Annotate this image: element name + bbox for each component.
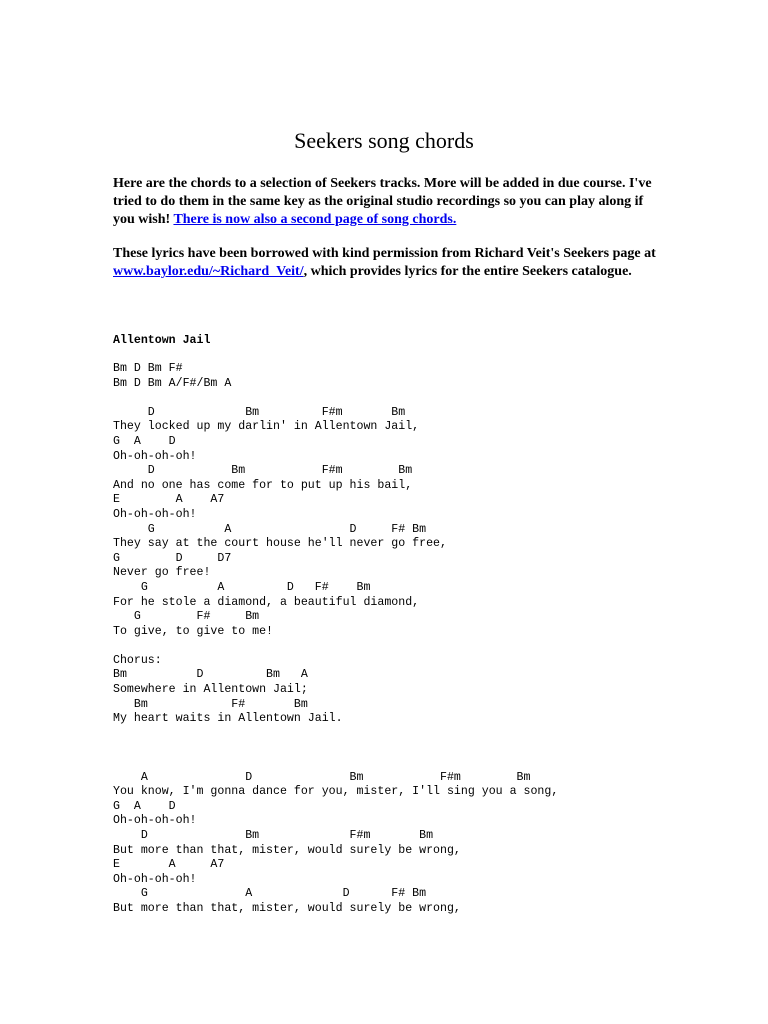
song-line: Oh-oh-oh-oh! <box>113 507 197 521</box>
song-line: A D Bm F#m Bm <box>113 770 531 784</box>
song-line <box>113 639 558 654</box>
song-line <box>113 391 558 406</box>
song-title: Allentown Jail <box>113 334 211 347</box>
song-line: They say at the court house he'll never go free, <box>113 537 447 551</box>
song-line: G A D F# Bm <box>113 522 427 536</box>
song-line <box>113 756 558 771</box>
song-line <box>113 727 558 742</box>
song-line: D Bm F#m Bm <box>113 464 413 478</box>
song-line: Chorus: <box>113 653 162 667</box>
song-line: D Bm F#m Bm <box>113 829 434 842</box>
song-line: E A A7 <box>113 858 225 872</box>
song-line: G A D <box>113 799 176 813</box>
song-line: Bm F# Bm <box>113 697 308 711</box>
song-line: E A A7 <box>113 493 225 507</box>
second-page-link[interactable]: There is now also a second page of song chords. <box>173 212 457 227</box>
song-line: Somewhere in Allentown Jail; <box>113 683 308 697</box>
song-line: Oh-oh-oh-oh! <box>113 814 197 828</box>
intro-text: Here are the chords to a selection of Seekers tracks. More will be added in due course. I've tried to do them in the same key as the original studio recordings so you can play along if you wish! <box>113 176 652 227</box>
song-line: But more than that, mister, would surely be wrong, <box>113 843 461 857</box>
song-line: D Bm F#m Bm <box>113 405 406 419</box>
song-line: Bm D Bm A <box>113 668 308 682</box>
intro-paragraph <box>113 175 658 229</box>
song-line <box>113 741 558 756</box>
song-line: To give, to give to me! <box>113 624 274 638</box>
baylor-link[interactable]: www.baylor.edu/~Richard_Veit/ <box>113 264 304 279</box>
song-line: Oh-oh-oh-oh! <box>113 872 197 886</box>
credit-text-end: , which provides lyrics for the entire Seekers catalogue. <box>303 264 632 279</box>
song-line: My heart waits in Allentown Jail. <box>113 712 343 726</box>
song-line: They locked up my darlin' in Allentown Jail, <box>113 420 420 434</box>
song-line: For he stole a diamond, a beautiful diamond, <box>113 595 420 609</box>
song-line: G A D F# Bm <box>113 580 371 594</box>
credit-text: These lyrics have been borrowed with kind permission from Richard Veit's Seekers page at <box>113 246 656 261</box>
song-line: G F# Bm <box>113 610 260 624</box>
song-line: But more than that, mister, would surely be wrong, <box>113 901 461 915</box>
song-line: G A D F# Bm <box>113 887 427 901</box>
song-line: And no one has come for to put up his bail, <box>113 478 413 492</box>
credit-paragraph <box>113 245 658 281</box>
song-line: G A D <box>113 434 176 448</box>
song-line: Bm D Bm A/F#/Bm A <box>113 376 232 390</box>
song-line: G D D7 <box>113 551 232 565</box>
song-chord-sheet <box>113 362 558 917</box>
song-line: Bm D Bm F# <box>113 362 183 375</box>
song-line: You know, I'm gonna dance for you, mister, I'll sing you a song, <box>113 785 559 799</box>
page-title: Seekers song chords <box>294 128 474 153</box>
song-line: Never go free! <box>113 566 211 580</box>
song-line: Oh-oh-oh-oh! <box>113 449 197 463</box>
